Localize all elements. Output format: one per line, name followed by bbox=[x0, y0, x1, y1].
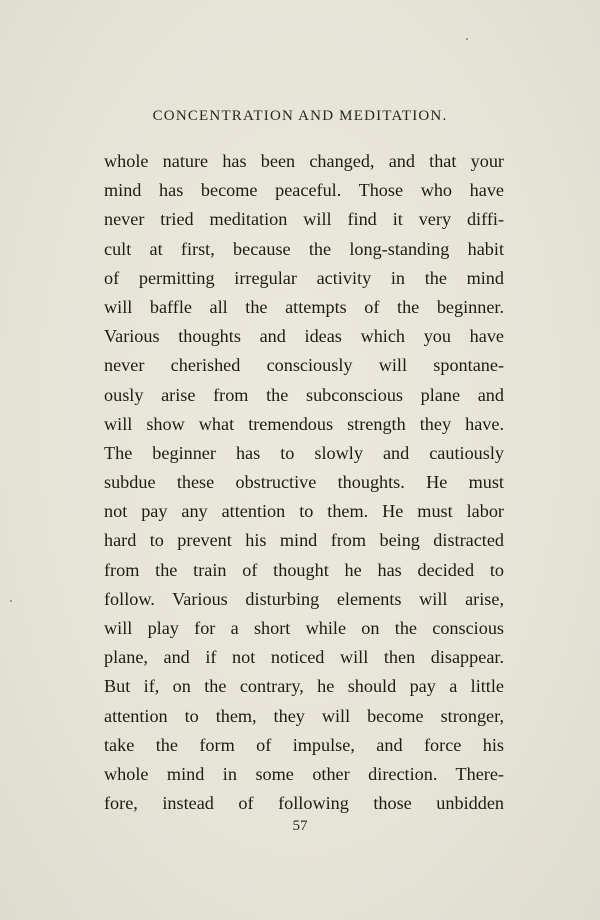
text-line: will show what tremendous strength they have. bbox=[104, 413, 504, 434]
text-line: will play for a short while on the conscious bbox=[104, 618, 504, 638]
text-line: follow. Various disturbing elements will arise, bbox=[104, 588, 504, 609]
running-head: CONCENTRATION AND MEDITATION. bbox=[152, 108, 448, 124]
text-line: will baffle all the attempts of the beginner. bbox=[104, 296, 504, 317]
text-line: hard to prevent his mind from being distracted bbox=[104, 530, 504, 551]
text-line: mind has become peaceful. Those who have bbox=[104, 180, 504, 201]
text-line: never cherished consciously will spontane- bbox=[104, 355, 504, 376]
text-line: Various thoughts and ideas which you have bbox=[104, 326, 504, 347]
text-line: whole mind in some other direction. There- bbox=[104, 763, 504, 784]
text-line: fore, instead of following those unbidden bbox=[104, 793, 504, 814]
text-line: The beginner has to slowly and cautiously bbox=[104, 442, 504, 463]
text-line: of permitting irregular activity in the mind bbox=[104, 267, 504, 288]
text-line: take the form of impulse, and force his bbox=[104, 734, 504, 755]
paper-speck bbox=[466, 38, 468, 40]
text-line: But if, on the contrary, he should pay a little bbox=[104, 676, 504, 697]
text-line: subdue these obstructive thoughts. He must bbox=[104, 472, 504, 493]
paper-speck bbox=[10, 600, 12, 602]
text-line: ously arise from the subconscious plane and bbox=[104, 384, 504, 405]
text-line: whole nature has been changed, and that your bbox=[104, 151, 504, 171]
text-line: cult at first, because the long-standing habit bbox=[104, 238, 504, 259]
text-line: attention to them, they will become stronger, bbox=[104, 705, 504, 726]
text-line: plane, and if not noticed will then disappear. bbox=[104, 647, 504, 668]
page-number: 57 bbox=[292, 818, 308, 834]
text-line: from the train of thought he has decided to bbox=[104, 559, 504, 580]
text-line: never tried meditation will find it very diffi- bbox=[104, 209, 504, 230]
body-text bbox=[104, 147, 504, 818]
text-line: not pay any attention to them. He must labor bbox=[104, 501, 504, 522]
